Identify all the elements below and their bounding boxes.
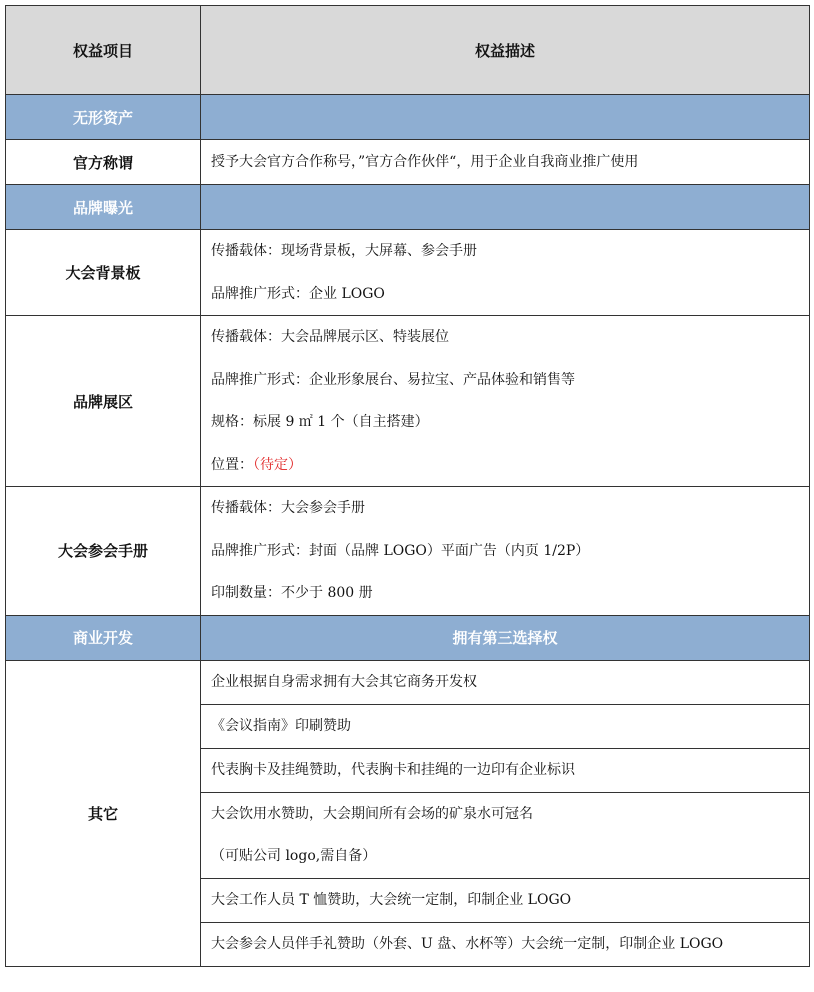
other-item-text: 大会参会人员伴手礼赞助（外套、U 盘、水杯等）大会统一定制，印制企业 LOGO: [211, 935, 724, 952]
position-line: [211, 444, 809, 487]
section-label: 无形资产: [6, 95, 201, 140]
description-line: 品牌推广形式：企业形象展台、易拉宝、产品体验和销售等: [211, 371, 575, 388]
row-handbook: [6, 487, 810, 616]
other-item-text: 代表胸卡及挂绳赞助，代表胸卡和挂绳的一边印有企业标识: [211, 761, 575, 778]
section-intangible-assets: [6, 95, 810, 140]
description-line: 传播载体：大会品牌展示区、特装展位: [211, 329, 449, 345]
header-rights-item: 权益项目: [6, 6, 201, 95]
section-value: 拥有第三选择权: [201, 615, 810, 660]
other-item-text: 大会饮用水赞助，大会期间所有会场的矿泉水可冠名: [211, 805, 533, 822]
position-value-tbd: （待定）: [253, 456, 302, 473]
row-label: 其它: [6, 660, 201, 966]
description-line: 印制数量：不少于 800 册: [211, 585, 373, 601]
other-item-text: 企业根据自身需求拥有大会其它商务开发权: [211, 673, 477, 690]
other-item: [201, 704, 810, 748]
description-line: 规格：标展 9 ㎡ 1 个（自主搭建）: [211, 414, 429, 430]
row-official-title: [6, 140, 810, 185]
section-label: 品牌曝光: [6, 185, 201, 230]
row-description: [201, 140, 810, 185]
row-brand-zone: [6, 316, 810, 487]
header-rights-description: 权益描述: [201, 6, 810, 95]
section-brand-exposure: [6, 185, 810, 230]
section-value-empty: [201, 95, 810, 140]
other-item: [201, 922, 810, 966]
position-label: 位置：: [211, 456, 253, 473]
section-value-empty: [201, 185, 810, 230]
other-item: [201, 660, 810, 704]
section-business-development: [6, 615, 810, 660]
other-item-text: 大会工作人员 T 恤赞助，大会统一定制，印制企业 LOGO: [211, 891, 572, 908]
row-other: [6, 660, 810, 704]
description-line: 品牌推广形式：企业 LOGO: [211, 285, 385, 302]
row-label: 品牌展区: [6, 316, 201, 487]
other-item: [201, 748, 810, 792]
description-line: 传播载体：大会参会手册: [211, 500, 365, 516]
table-header-row: [6, 6, 810, 95]
row-description: [201, 230, 810, 316]
section-label: 商业开发: [6, 615, 201, 660]
row-backdrop: [6, 230, 810, 316]
other-item: [201, 878, 810, 922]
description-line: 授予大会官方合作称号，”官方合作伙伴“，用于企业自我商业推广使用: [211, 153, 639, 170]
other-item-text: （可贴公司 logo,需自备）: [211, 848, 377, 864]
row-description: [201, 487, 810, 616]
description-line: 传播载体：现场背景板，大屏幕、参会手册: [211, 243, 477, 259]
other-item: [201, 792, 810, 878]
description-line: 品牌推广形式：封面（品牌 LOGO）平面广告（内页 1/2P）: [211, 542, 590, 559]
rights-table: [5, 5, 810, 967]
row-label: 大会背景板: [6, 230, 201, 316]
other-item-text: 《会议指南》印刷赞助: [211, 717, 351, 734]
row-label: 官方称谓: [6, 140, 201, 185]
row-label: 大会参会手册: [6, 487, 201, 616]
row-description: [201, 316, 810, 487]
